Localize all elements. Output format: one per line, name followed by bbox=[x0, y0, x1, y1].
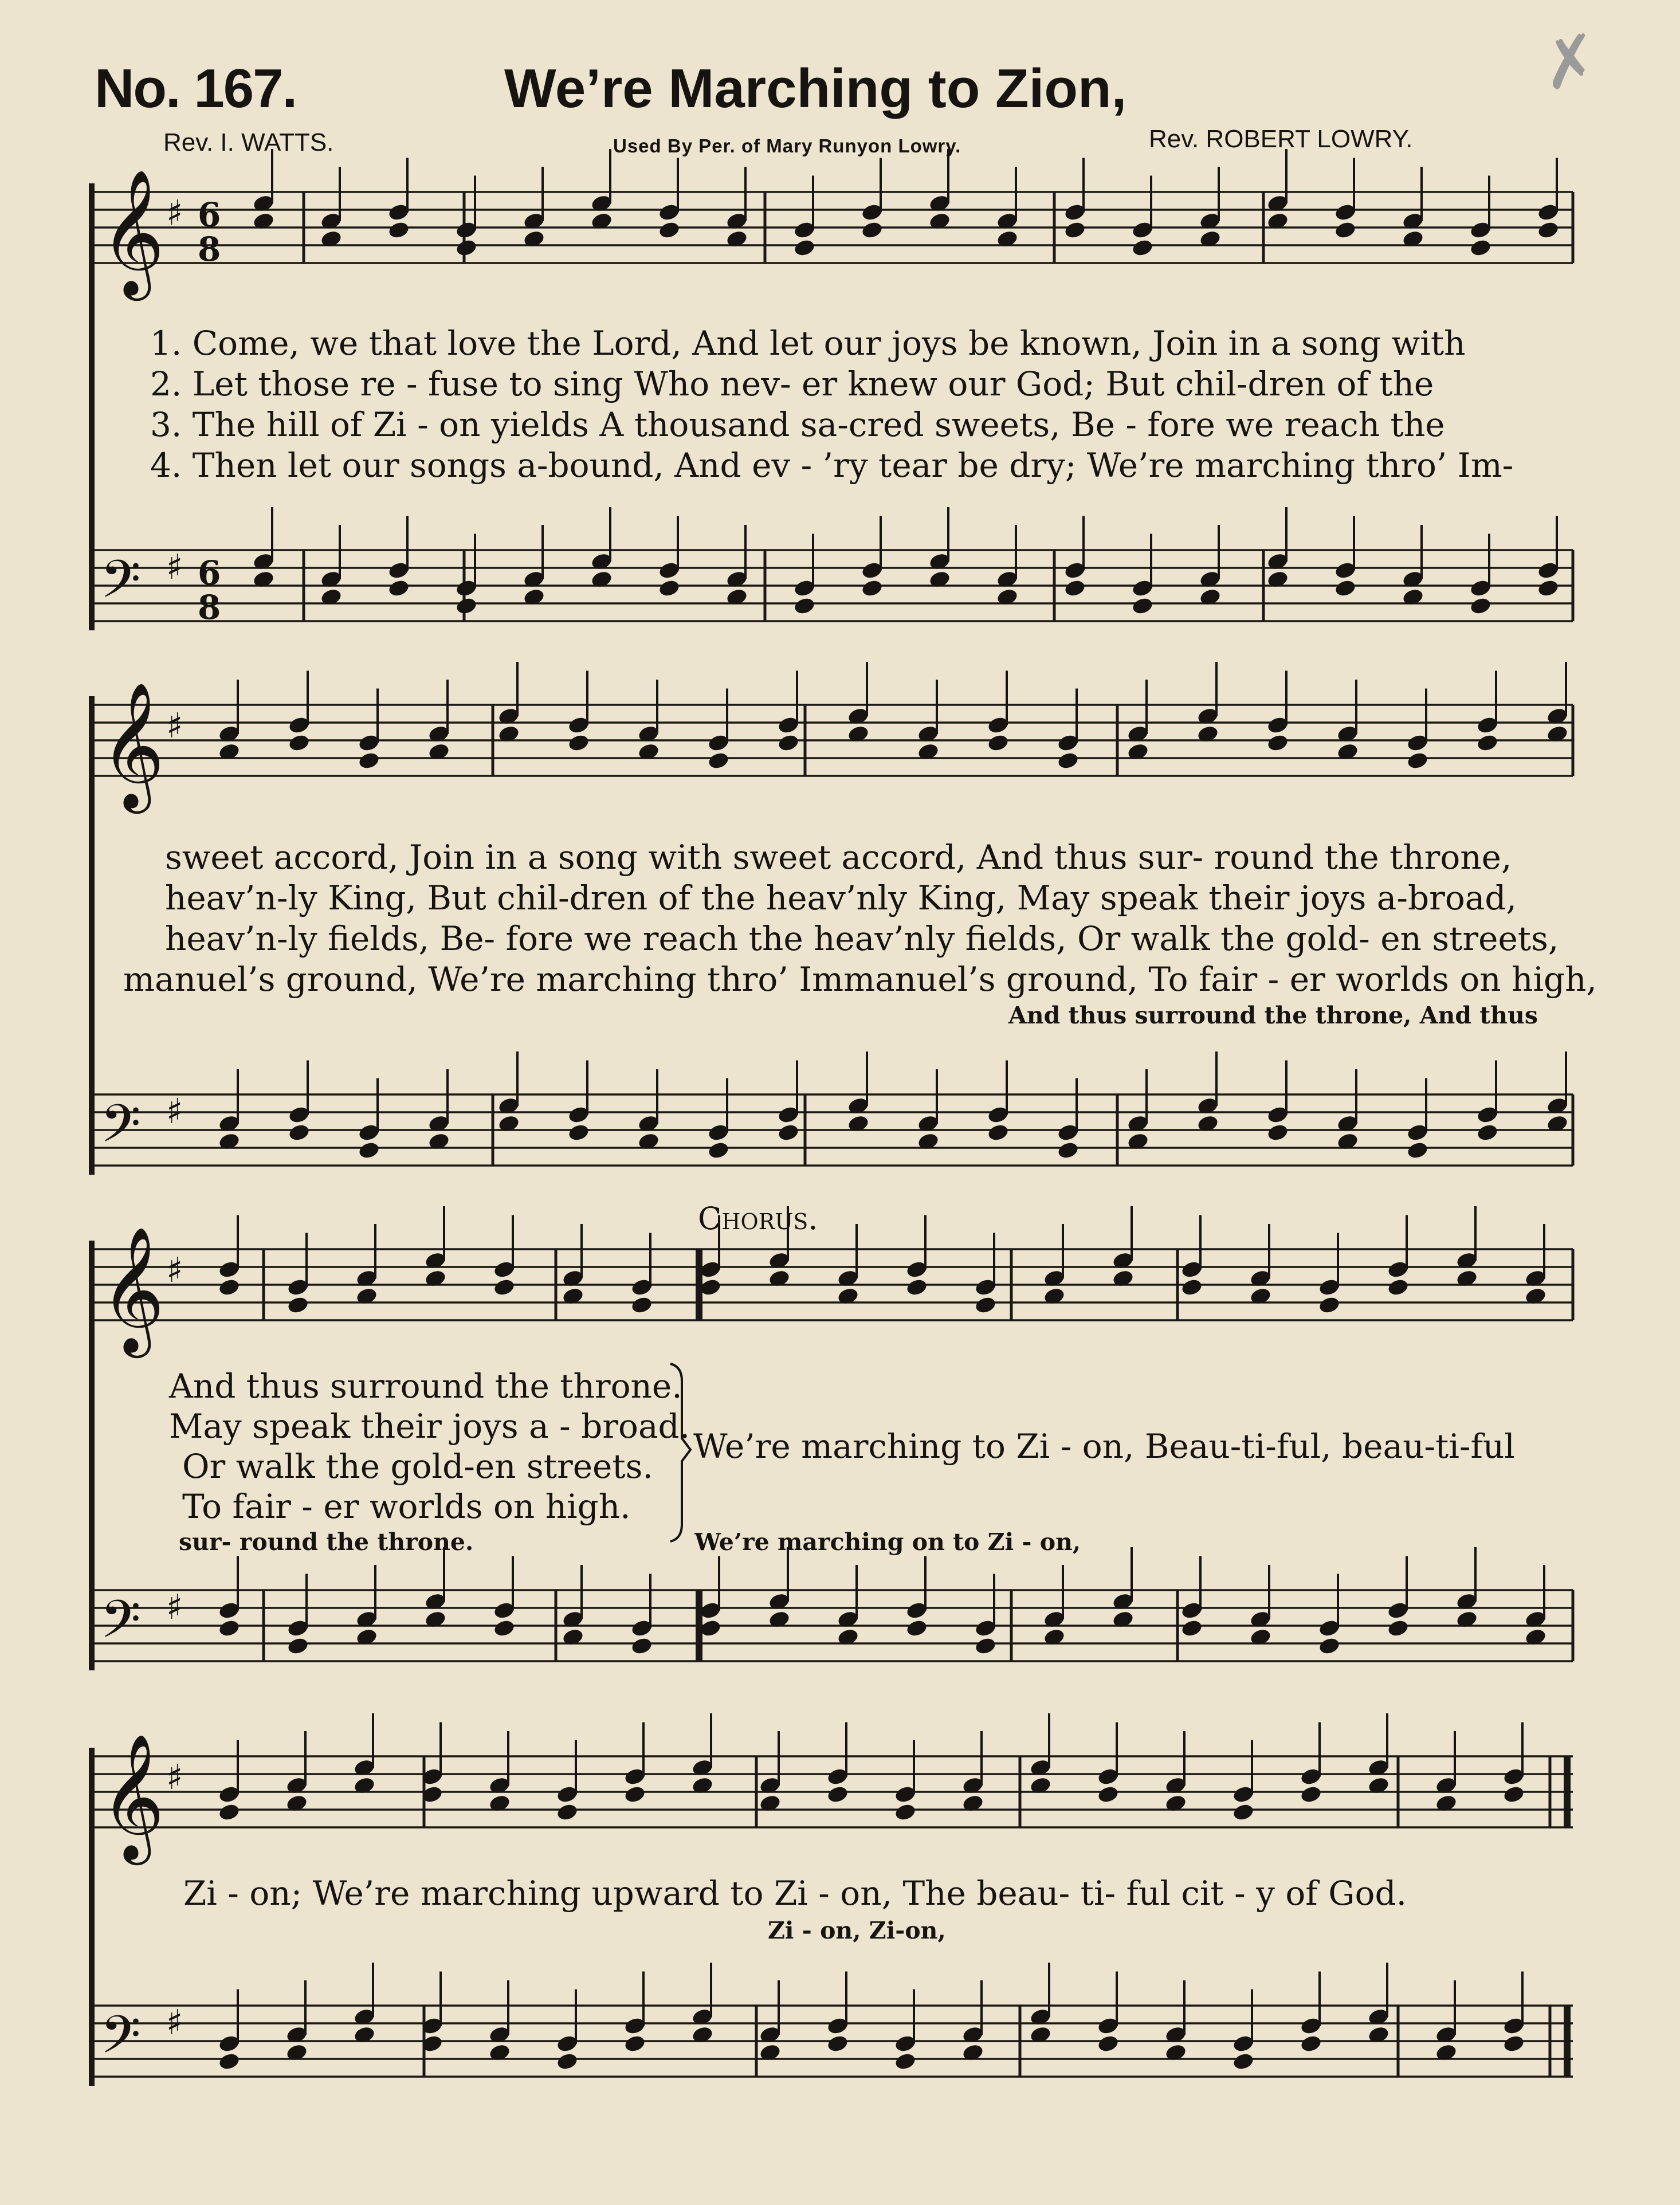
note-head bbox=[974, 1295, 997, 1315]
alto-tenor-echo: And thus surround the throne, And thus bbox=[1008, 1002, 1538, 1029]
note-head bbox=[218, 1277, 241, 1297]
note-head bbox=[793, 238, 816, 257]
note-head bbox=[1232, 1802, 1255, 1822]
note-head bbox=[1334, 220, 1357, 240]
note-head bbox=[455, 596, 478, 615]
note-head bbox=[1180, 1277, 1203, 1297]
note-head bbox=[658, 220, 681, 240]
note-head bbox=[1406, 751, 1429, 770]
note-head bbox=[630, 1636, 653, 1655]
verse-3-ending: Or walk the gold-en streets. bbox=[182, 1447, 653, 1486]
verse-4-line-2: manuel’s ground, We’re marching thro’ Immanuel’s ground, To fair - er worlds on high, bbox=[123, 960, 1597, 999]
note-head bbox=[826, 2034, 849, 2053]
note-head bbox=[1502, 1784, 1525, 1804]
pencil-mark-icon: ✗ bbox=[1534, 18, 1606, 107]
note-head bbox=[1387, 1277, 1410, 1297]
note-head bbox=[288, 1123, 311, 1142]
note-head bbox=[1097, 1784, 1120, 1804]
treble-clef-icon: 𝄞 bbox=[100, 168, 165, 295]
note-head bbox=[1063, 220, 1086, 240]
verse-1-line-1: 1. Come, we that love the Lord, And let our joys be known, Join in a song with bbox=[150, 324, 1466, 363]
note-head bbox=[861, 578, 884, 598]
time-signature-bottom: 8 bbox=[198, 230, 221, 269]
lyricist: Rev. I. WATTS. bbox=[163, 128, 334, 156]
note-head bbox=[974, 1636, 997, 1655]
note-head bbox=[288, 733, 311, 752]
verse-2-line-1: 2. Let those re - fuse to sing Who nev- er knew our God; But chil-dren of the bbox=[150, 364, 1434, 403]
note-head bbox=[218, 2051, 241, 2071]
verse-2-ending: May speak their joys a - broad. bbox=[169, 1407, 690, 1446]
key-sharp-icon: ♯ bbox=[166, 193, 183, 233]
permission-note: Used By Per. of Mary Runyon Lowry. bbox=[613, 135, 961, 156]
bass-staff-system-3 bbox=[95, 1590, 1573, 1661]
note-head bbox=[1097, 2034, 1120, 2053]
note-head bbox=[1537, 220, 1560, 240]
note-head bbox=[1469, 596, 1492, 615]
note-head bbox=[707, 1140, 730, 1160]
treble-staff-system-3 bbox=[95, 1249, 1573, 1320]
note-head bbox=[556, 1802, 579, 1822]
note-head bbox=[1406, 1140, 1429, 1160]
note-head bbox=[1266, 1123, 1289, 1142]
note-head bbox=[623, 1784, 646, 1804]
note-head bbox=[707, 751, 730, 770]
note-head bbox=[1476, 1123, 1499, 1142]
verse-2-line-2: heav’n-ly King, But chil-dren of the heav’nly King, May speak their joys a-broad, bbox=[165, 878, 1517, 917]
note-head bbox=[826, 1784, 849, 1804]
verse-4-ending: To fair - er worlds on high. bbox=[182, 1487, 631, 1526]
note-head bbox=[556, 2051, 579, 2071]
note-head bbox=[1387, 1618, 1410, 1638]
note-head bbox=[1232, 2051, 1255, 2071]
verse-1-ending: And thus surround the throne. bbox=[169, 1367, 682, 1406]
note-head bbox=[1131, 238, 1154, 257]
bass-staff-system-2 bbox=[95, 1094, 1573, 1166]
note-head bbox=[861, 220, 884, 240]
chorus-echo-zion: Zi - on, Zi-on, bbox=[768, 1917, 946, 1944]
note-head bbox=[1476, 733, 1499, 752]
chorus-line-1: We’re marching to Zi - on, Beau-ti-ful, beau-ti-ful bbox=[693, 1427, 1515, 1466]
note-head bbox=[1057, 1140, 1080, 1160]
note-head bbox=[1318, 1636, 1341, 1655]
note-head bbox=[1057, 751, 1080, 770]
treble-staff-system-2 bbox=[95, 705, 1573, 776]
treble-clef-icon: 𝄞 bbox=[100, 1733, 165, 1859]
note-head bbox=[218, 1802, 241, 1822]
note-head bbox=[1180, 1618, 1203, 1638]
note-head bbox=[777, 733, 800, 752]
bass-echo-surround: sur- round the throne. bbox=[179, 1528, 474, 1556]
note-head bbox=[567, 733, 590, 752]
note-head bbox=[1334, 578, 1357, 598]
key-sharp-icon: ♯ bbox=[166, 1092, 183, 1132]
composer: Rev. ROBERT LOWRY. bbox=[1149, 125, 1413, 153]
key-sharp-icon: ♯ bbox=[166, 547, 183, 587]
note-head bbox=[894, 1802, 917, 1822]
note-head bbox=[493, 1618, 516, 1638]
verse-4-line-1: 4. Then let our songs a-bound, And ev - ’ry tear be dry; We’re marching thro’ Im- bbox=[150, 446, 1514, 485]
note-head bbox=[455, 238, 478, 257]
note-head bbox=[493, 1277, 516, 1297]
hymn-title: We’re Marching to Zion, bbox=[504, 58, 1127, 119]
note-head bbox=[1469, 238, 1492, 257]
note-head bbox=[1300, 1784, 1322, 1804]
treble-clef-icon: 𝄞 bbox=[100, 681, 165, 808]
barlines-system-4 bbox=[424, 1756, 1567, 2077]
bass-clef-icon: 𝄢 bbox=[100, 1093, 141, 1167]
note-head bbox=[1537, 578, 1560, 598]
note-head bbox=[286, 1295, 309, 1315]
chorus-line-2: Zi - on; We’re marching upward to Zi - on, The beau- ti- ful cit - y of God. bbox=[183, 1874, 1407, 1913]
note-head bbox=[905, 1618, 928, 1638]
verse-3-line-2: heav’n-ly fields, Be- fore we reach the heav’nly fields, Or walk the gold- en streets, bbox=[165, 919, 1559, 958]
key-sharp-icon: ♯ bbox=[166, 2003, 183, 2043]
note-head bbox=[1063, 578, 1086, 598]
note-head bbox=[1502, 2034, 1525, 2053]
key-sharp-icon: ♯ bbox=[166, 1757, 183, 1798]
bass-clef-icon: 𝄢 bbox=[100, 1589, 141, 1662]
note-head bbox=[567, 1123, 590, 1142]
verse-3-line-1: 3. The hill of Zi - on yields A thousand sa-cred sweets, Be - fore we reach the bbox=[150, 405, 1445, 444]
note-head bbox=[387, 220, 410, 240]
note-head bbox=[987, 1123, 1010, 1142]
bass-clef-icon: 𝄢 bbox=[100, 549, 141, 622]
time-signature-top: 6 bbox=[198, 195, 221, 234]
note-head bbox=[1300, 2034, 1322, 2053]
note-head bbox=[1266, 733, 1289, 752]
note-head bbox=[623, 2034, 646, 2053]
note-head bbox=[387, 578, 410, 598]
bass-clef-icon: 𝄢 bbox=[100, 2004, 141, 2078]
note-head bbox=[218, 1618, 241, 1638]
verse-1-line-2: sweet accord, Join in a song with sweet accord, And thus sur- round the throne, bbox=[165, 838, 1512, 877]
hymn-number: No. 167. bbox=[95, 58, 297, 119]
note-head bbox=[987, 733, 1010, 752]
treble-clef-icon: 𝄞 bbox=[100, 1226, 165, 1352]
time-signature-bottom: 8 bbox=[198, 588, 221, 627]
note-head bbox=[1131, 596, 1154, 615]
note-head bbox=[777, 1123, 800, 1142]
key-sharp-icon: ♯ bbox=[166, 1587, 183, 1627]
key-sharp-icon: ♯ bbox=[166, 1250, 183, 1290]
time-signature-top: 6 bbox=[198, 554, 221, 593]
note-head bbox=[658, 578, 681, 598]
note-head bbox=[894, 2051, 917, 2071]
note-head bbox=[358, 751, 380, 770]
chorus-label: Chorus. bbox=[698, 1200, 818, 1237]
note-head bbox=[286, 1636, 309, 1655]
chorus-echo-line: We’re marching on to Zi - on, bbox=[694, 1528, 1081, 1556]
key-sharp-icon: ♯ bbox=[166, 706, 183, 746]
note-head bbox=[358, 1140, 380, 1160]
note-head bbox=[630, 1295, 653, 1315]
note-head bbox=[1318, 1295, 1341, 1315]
note-head bbox=[793, 596, 816, 615]
note-head bbox=[905, 1277, 928, 1297]
